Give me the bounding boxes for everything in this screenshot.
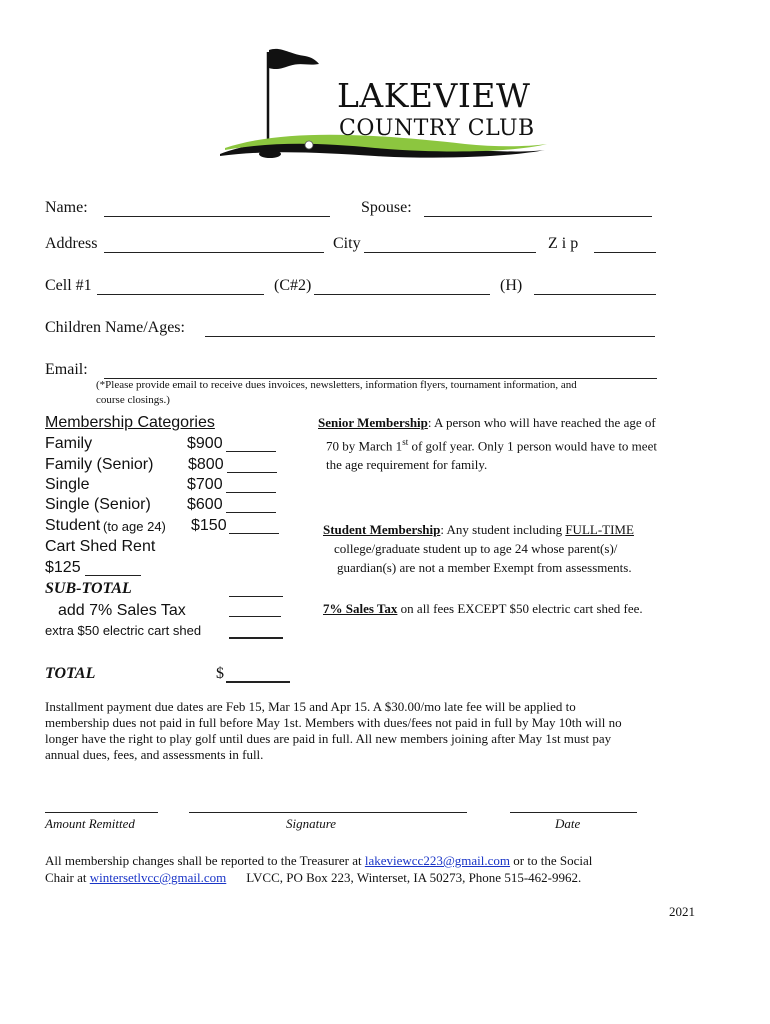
tax-note-title: 7% Sales Tax xyxy=(323,601,398,616)
signature-label: Signature xyxy=(286,816,337,831)
membership-heading: Membership Categories xyxy=(45,414,215,431)
sales-tax-label: add 7% Sales Tax xyxy=(58,602,186,619)
sales-tax-amount-field[interactable] xyxy=(229,616,281,617)
name-field[interactable] xyxy=(104,216,330,217)
footer-text-1a: All membership changes shall be reported to the Treasurer at xyxy=(45,853,365,868)
installment-line-1: Installment payment due dates are Feb 15, Mar 15 and Apr 15. A $30.00/mo late fee will be applied to xyxy=(45,699,576,714)
price-family-senior: $800 xyxy=(188,456,224,473)
treasurer-email-link[interactable]: lakeviewcc223@gmail.com xyxy=(364,853,511,868)
student-note-text: : Any student including xyxy=(440,522,566,537)
student-note-line2: college/graduate student up to age 24 whose parent(s)/ xyxy=(334,541,618,556)
date-field[interactable] xyxy=(510,812,637,813)
home-phone-field[interactable] xyxy=(534,294,656,295)
single-senior-amount-field[interactable] xyxy=(226,512,276,513)
category-student: Student xyxy=(45,517,101,534)
senior-note-title: Senior Membership xyxy=(318,415,428,430)
extra-cart-label: extra $50 electric cart shed xyxy=(45,623,202,638)
senior-note-text-2a: 70 by March 1 xyxy=(326,438,403,454)
spouse-field[interactable] xyxy=(424,216,652,217)
subtotal-label: SUB-TOTAL xyxy=(45,580,132,597)
email-label: Email: xyxy=(45,361,88,378)
senior-note-text-2b: of golf year. Only 1 person would have to meet xyxy=(408,438,657,454)
children-label: Children Name/Ages: xyxy=(45,319,185,336)
price-cart-shed: $125 xyxy=(45,559,81,576)
senior-note-text: : A person who will have reached the age of xyxy=(427,415,656,430)
category-family-senior: Family (Senior) xyxy=(45,456,154,473)
email-note-cont: course closings.) xyxy=(96,394,170,406)
student-note-title: Student Membership xyxy=(323,522,441,537)
category-cart-shed: Cart Shed Rent xyxy=(45,538,156,555)
spouse-label: Spouse: xyxy=(361,199,412,216)
city-field[interactable] xyxy=(364,252,536,253)
social-chair-email-link[interactable]: wintersetlvcc@gmail.com xyxy=(89,870,227,885)
footer-text-2b: LVCC, PO Box 223, Winterset, IA 50273, Phone 515-462-9962. xyxy=(246,870,582,885)
student-note-fulltime: FULL-TIME xyxy=(565,522,634,537)
address-field[interactable] xyxy=(104,252,324,253)
installment-line-3: longer have the right to play golf until dues are paid in full. All new members joining after May 1st must pay xyxy=(45,731,612,746)
logo-title: LAKEVIEW xyxy=(337,76,531,115)
cell-label: Cell #1 xyxy=(45,277,92,294)
footer-text-1b: or to the Social xyxy=(510,853,593,868)
student-age-note: (to age 24) xyxy=(103,519,166,534)
amount-remitted-label: Amount Remitted xyxy=(45,816,135,831)
extra-cart-amount-field[interactable] xyxy=(229,637,283,639)
logo-subtitle: COUNTRY CLUB xyxy=(339,116,535,141)
student-amount-field[interactable] xyxy=(229,533,279,534)
category-single: Single xyxy=(45,476,90,493)
tax-note xyxy=(323,601,643,617)
category-family: Family xyxy=(45,435,93,452)
city-label: City xyxy=(333,235,361,252)
price-single: $700 xyxy=(187,476,223,493)
name-label: Name: xyxy=(45,199,88,216)
family-senior-amount-field[interactable] xyxy=(227,472,277,473)
senior-note-line2 xyxy=(326,437,657,454)
price-student: $150 xyxy=(191,517,227,534)
price-family: $900 xyxy=(187,435,223,452)
single-amount-field[interactable] xyxy=(226,492,276,493)
email-note: (*Please provide email to receive dues invoices, newsletters, information flyers, tournament information, and xyxy=(96,379,577,391)
club-logo xyxy=(215,44,555,166)
student-note-line3: guardian(s) are not a member Exempt from assessments. xyxy=(337,560,632,575)
amount-remitted-field[interactable] xyxy=(45,812,158,813)
children-field[interactable] xyxy=(205,336,655,337)
installment-line-2: membership dues not paid in full before May 1st. Members with dues/fees not paid in full by May 10th will no xyxy=(45,715,622,730)
footer-line-1 xyxy=(45,853,592,869)
cell-field[interactable] xyxy=(97,294,264,295)
footer-text-2a: Chair at xyxy=(45,870,90,885)
price-single-senior: $600 xyxy=(187,496,223,513)
cart-shed-amount-field[interactable] xyxy=(85,575,141,576)
total-dollar-sign: $ xyxy=(216,665,224,682)
home-phone-label: (H) xyxy=(500,277,523,294)
senior-note-line3: the age requirement for family. xyxy=(326,457,488,472)
senior-note-line1 xyxy=(318,415,656,431)
signature-field[interactable] xyxy=(189,812,467,813)
address-label: Address xyxy=(45,235,98,252)
cell2-label: (C#2) xyxy=(274,277,312,294)
form-year: 2021 xyxy=(669,904,695,919)
tax-note-text: on all fees EXCEPT $50 electric cart shed fee. xyxy=(397,601,643,616)
student-note-line1 xyxy=(323,522,634,538)
category-single-senior: Single (Senior) xyxy=(45,496,151,513)
installment-line-4: annual dues, fees, and assessments in full. xyxy=(45,747,264,762)
date-label: Date xyxy=(555,816,581,831)
total-label: TOTAL xyxy=(45,665,96,682)
senior-note-sup: st xyxy=(402,437,409,447)
subtotal-amount-field[interactable] xyxy=(229,596,283,597)
footer-line-2 xyxy=(45,870,581,886)
total-amount-field[interactable] xyxy=(226,681,290,683)
zip-field[interactable] xyxy=(594,252,656,253)
zip-label: Z i p xyxy=(548,235,579,252)
family-amount-field[interactable] xyxy=(226,451,276,452)
cell2-field[interactable] xyxy=(314,294,490,295)
